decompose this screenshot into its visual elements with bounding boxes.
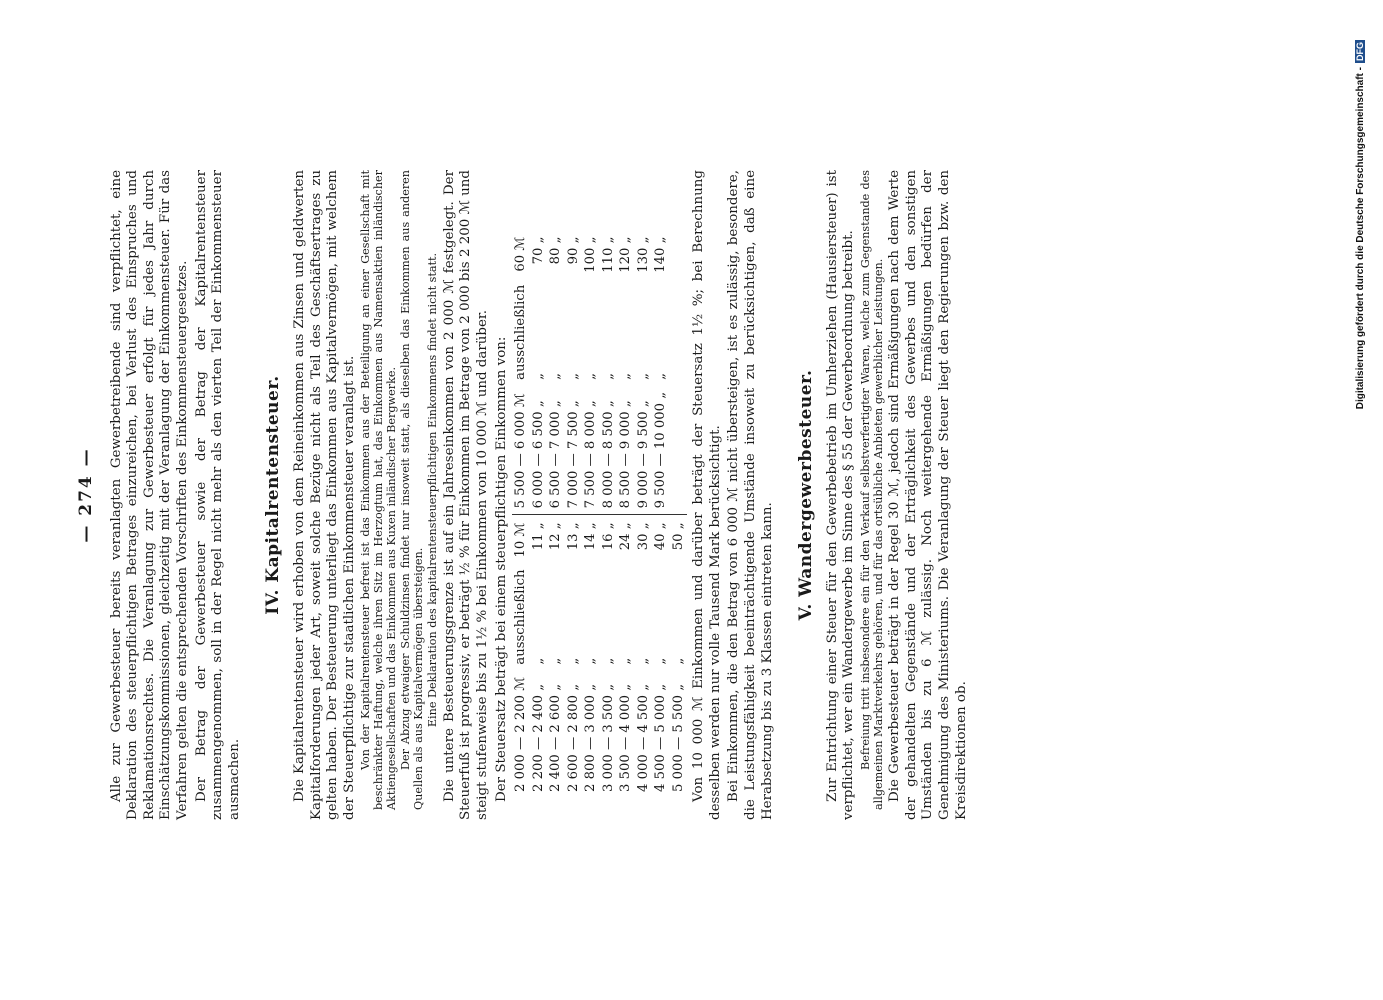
rate-tax-left: 40 „ xyxy=(653,522,669,551)
text-column xyxy=(60,170,972,820)
rate-qualifier-left: „ xyxy=(583,657,599,665)
column-divider xyxy=(617,515,635,517)
column-divider xyxy=(600,515,618,517)
rate-range-right: 7 500 — 8 000 „ xyxy=(583,400,599,509)
section4-note-2: Der Abzug etwaiger Schuldzinsen findet nur insoweit statt, als dieselben das Einkommen aus anderen Quellen als aus Kapitalvermögen übersteigen. xyxy=(399,170,425,810)
column-divider xyxy=(582,515,600,517)
rate-tax-left: 14 „ xyxy=(583,522,599,551)
rate-qualifier-right: „ xyxy=(653,373,669,380)
rate-tax-right xyxy=(670,231,688,279)
rate-qualifier-left: „ xyxy=(653,657,669,665)
rate-qualifier-right: „ xyxy=(583,373,599,380)
rate-qualifier-right: „ xyxy=(530,373,546,380)
rate-qualifier-left: „ xyxy=(635,657,651,665)
rate-row xyxy=(512,231,530,798)
rate-range-left: 5 000 — 5 500 „ xyxy=(670,683,686,792)
tax-rate-table xyxy=(512,231,687,798)
section4-paragraph-4: Bei Einkommen, die den Betrag von 6 000 ℳ nicht übersteigen, ist es zulässig, besondere, die Leistungsfähigkeit beeinträchtigende Umstände insoweit zu berücksichtigen, daß eine Herabsetzung bis zu 3 Klassen eintreten kann. xyxy=(726,170,775,820)
rate-tax-right: 70 „ xyxy=(530,236,546,265)
page-number: — 274 — xyxy=(76,447,96,543)
rate-qualifier-right: „ xyxy=(635,373,651,380)
column-divider xyxy=(565,515,583,517)
rate-qualifier-right: „ xyxy=(600,373,616,380)
intro-paragraph-2: Der Betrag der Gewerbesteuer sowie der Betrag der Kapitalrentensteuer zusammengenommen, soll in der Regel nicht mehr als den vierten Teil der Einkommensteuer ausmachen. xyxy=(193,170,242,820)
column-divider xyxy=(635,515,653,517)
rate-tax-left: 50 „ xyxy=(670,522,686,551)
rate-qualifier-left: ausschließlich xyxy=(513,569,529,665)
rate-tax-left: 13 „ xyxy=(565,522,581,551)
section4-paragraph-2: Die untere Besteuerungsgrenze ist auf ein Jahreseinkommen von 2 000 ℳ festgelegt. Der Steuerfuß ist progressiv, er beträgt ½ % für Einkommen im Betrage von 2 000 bis 2 200 ℳ und steigt stufenweise bis zu 1½ % bei Einkommen von 10 000 ℳ und darüber. xyxy=(441,170,491,820)
rate-qualifier-right: „ xyxy=(548,373,564,380)
rate-tax-right: 80 „ xyxy=(548,236,564,265)
column-divider xyxy=(547,515,565,517)
section4-paragraph-1: Die Kapitalrentensteuer wird erhoben von dem Reineinkommen aus Zinsen und geldwerten Kapitalforderungen jeder Art, soweit solche Bezüge nicht als Teil des Geschäftsertrages zu gelten haben. Der Besteuerung unterliegt das Einkommen aus Kapitalvermögen, mit welchem der Steuerpflichtige zur staatlichen Einkommensteuer veranlagt ist. xyxy=(291,170,357,820)
rate-tax-right: 110 „ xyxy=(600,236,616,273)
rate-qualifier-right xyxy=(670,279,688,386)
section4-note-3: Eine Deklaration des kapitalrentensteuerpflichtigen Einkommens findet nicht statt. xyxy=(426,252,440,728)
rate-range-right: 9 000 — 9 500 „ xyxy=(635,400,651,509)
intro-paragraph-1: Alle zur Gewerbesteuer bereits veranlagten Gewerbetreibende sind verpflichtet, eine Deklaration des steuerpflichtigen Betrages einzureichen, bei Verlust des Einspruches und Reklamationsrechtes. Die Veranlagung zur Gewerbesteuer erfolgt für jedes Jahr durch Einschätzungskommissionen, gleichzeitig mit der Veranlagung der Einkommensteuer. Für das Verfahren gelten die entsprechenden Vorschriften des Einkommensteuergesetzes. xyxy=(108,170,190,820)
column-divider xyxy=(530,515,548,517)
rate-range-right xyxy=(670,386,688,515)
section-heading-wandergewerbesteuer: V. Wandergewerbesteuer. xyxy=(796,369,817,621)
dfg-logo-icon: DFG xyxy=(1355,42,1365,61)
rate-tax-left: 11 „ xyxy=(530,522,546,551)
rate-range-left: 4 000 — 4 500 „ xyxy=(635,683,651,792)
rate-range-left: 3 000 — 3 500 „ xyxy=(600,683,616,792)
column-divider xyxy=(652,515,670,517)
digitization-credit xyxy=(1345,0,1375,1000)
rate-range-right: 9 500 — 10 000 „ xyxy=(653,391,669,509)
rate-row xyxy=(547,231,565,798)
rate-row xyxy=(652,231,670,798)
rate-row xyxy=(565,231,583,798)
rate-range-left: 2 200 — 2 400 „ xyxy=(530,683,546,792)
rate-row xyxy=(600,231,618,798)
rate-tax-left: 30 „ xyxy=(635,522,651,551)
column-divider xyxy=(670,515,688,517)
rate-qualifier-right: ausschließlich xyxy=(513,284,529,380)
rate-range-left: 3 500 — 4 000 „ xyxy=(618,683,634,792)
rate-row xyxy=(530,231,548,798)
rate-tax-left: 24 „ xyxy=(618,522,634,551)
credit-text: Digitalisierung gefördert durch die Deutsche Forschungsgemeinschaft - xyxy=(1354,67,1366,410)
rate-tax-left: 12 „ xyxy=(548,522,564,551)
rate-table-intro: Der Steuersatz beträgt bei einem steuerpflichtigen Einkommen von: xyxy=(493,336,509,802)
rate-range-left: 2 000 — 2 200 ℳ xyxy=(513,676,529,792)
rate-row xyxy=(670,231,688,798)
rate-range-right: 6 000 — 6 500 „ xyxy=(530,400,546,509)
rate-qualifier-left: „ xyxy=(600,657,616,665)
rate-range-right: 7 000 — 7 500 „ xyxy=(565,400,581,509)
section4-paragraph-3: Von 10 000 ℳ Einkommen und darüber beträgt der Steuersatz 1½ %; bei Berechnung desselben werden nur volle Tausend Mark berücksichtigt. xyxy=(691,170,723,820)
rate-range-right: 6 500 — 7 000 „ xyxy=(548,400,564,509)
rate-row xyxy=(617,231,635,798)
rate-qualifier-left: „ xyxy=(565,657,581,665)
rate-range-right: 8 500 — 9 000 „ xyxy=(618,400,634,509)
rate-range-right: 5 500 — 6 000 ℳ xyxy=(513,393,529,509)
rate-tax-right: 120 „ xyxy=(618,236,634,273)
rate-range-right: 8 000 — 8 500 „ xyxy=(600,400,616,509)
rate-qualifier-left: „ xyxy=(670,657,686,665)
rate-range-left: 2 800 — 3 000 „ xyxy=(583,683,599,792)
rate-tax-right: 90 „ xyxy=(565,236,581,265)
rate-qualifier-right: „ xyxy=(618,373,634,380)
rate-tax-left: 10 ℳ xyxy=(513,522,529,558)
section5-paragraph-2: Die Gewerbesteuer beträgt in der Regel 30 ℳ, jedoch sind Ermäßigungen nach dem Werte der gehandelten Gegenstände und der Erträglichkeit des Gewerbes und den sonstigen Umständen bis zu 6 ℳ zulässig. Noch weitergehende Ermäßigungen bedürfen der Genehmigung des Ministeriums. Die Veranlagung der Steuer liegt den Regierungen bzw. den Kreisdirektionen ob. xyxy=(887,170,969,820)
rate-qualifier-left: „ xyxy=(618,657,634,665)
rate-qualifier-right: „ xyxy=(565,373,581,380)
section4-note-1: Von der Kapitalrentensteuer befreit ist das Einkommen aus der Beteiligung an einer Gesellschaft mit beschränkter Haftung, welche ihren Sitz im Herzogtum hat, das Einkommen aus Namensaktien inländischer Aktiengesellschaften und das Einkommen aus Kuxen inländischer Bergwerke. xyxy=(359,170,398,810)
rate-range-left: 2 400 — 2 600 „ xyxy=(548,683,564,792)
rate-tax-right: 130 „ xyxy=(635,236,651,273)
rate-tax-right: 60 ℳ xyxy=(513,236,529,272)
section-heading-kapitalrentensteuer: IV. Kapitalrentensteuer. xyxy=(263,375,284,615)
rate-tax-right: 100 „ xyxy=(583,236,599,273)
rate-row xyxy=(635,231,653,798)
rate-qualifier-left: „ xyxy=(530,657,546,665)
rate-range-left: 4 500 — 5 000 „ xyxy=(653,683,669,792)
rate-qualifier-left: „ xyxy=(548,657,564,665)
section5-note-1: Befreiung tritt insbesondere ein für den Verkauf selbstverfertigter Waren, welche zum Gegenstande des allgemeinen Marktverkehrs gehören, und für das ortsübliche Anbieten gewerblicher Leistungen. xyxy=(859,170,885,810)
rate-tax-left: 16 „ xyxy=(600,522,616,551)
rate-row xyxy=(582,231,600,798)
column-divider xyxy=(512,515,530,517)
section5-paragraph-1: Zur Entrichtung einer Steuer für den Gewerbebetrieb im Umherziehen (Hausiersteuer) ist verpflichtet, wer ein Wandergewerbe im Sinne des § 55 der Gewerbeordnung betreibt. xyxy=(824,170,857,820)
rate-tax-right: 140 „ xyxy=(653,236,669,273)
rate-range-left: 2 600 — 2 800 „ xyxy=(565,683,581,792)
